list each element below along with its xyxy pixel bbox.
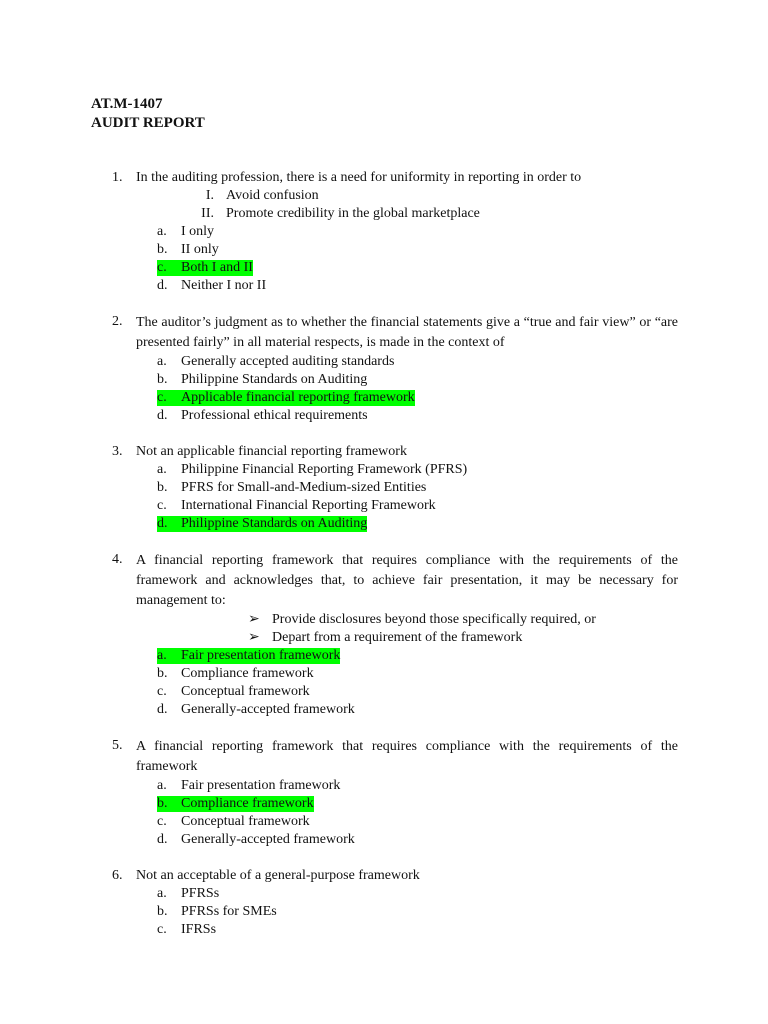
option-letter: a. xyxy=(157,462,167,477)
roman-item xyxy=(0,205,768,223)
option-letter: b. xyxy=(157,796,168,811)
option-text: I only xyxy=(181,224,215,239)
option-letter: d. xyxy=(157,408,168,423)
question-text: The auditor’s judgment as to whether the financial statements give a “true and fair view” or “are presented fairly” in all material respects, is made in the context of xyxy=(136,315,678,350)
question-number: 2. xyxy=(112,314,123,329)
option-text: Both I and II xyxy=(181,260,253,275)
roman-numeral: II. xyxy=(201,206,214,221)
option-text: International Financial Reporting Framework xyxy=(181,498,436,513)
answer-option-correct xyxy=(0,259,768,277)
answer-option xyxy=(0,479,768,497)
option-text: Compliance framework xyxy=(181,796,314,811)
question-number: 3. xyxy=(112,444,123,459)
option-text: Philippine Standards on Auditing xyxy=(181,516,368,531)
bullet-text: Provide disclosures beyond those specifically required, or xyxy=(272,612,596,627)
roman-text: Promote credibility in the global marketplace xyxy=(226,206,480,221)
bullet-item xyxy=(0,629,768,647)
question-item xyxy=(0,551,768,719)
option-text: Neither I nor II xyxy=(181,278,267,293)
answer-option xyxy=(0,241,768,259)
answer-option xyxy=(0,921,768,939)
option-letter: c. xyxy=(157,814,167,829)
bullet-text: Depart from a requirement of the framework xyxy=(272,630,523,645)
option-letter: a. xyxy=(157,778,167,793)
option-letter: c. xyxy=(157,260,167,275)
option-text: PFRSs for SMEs xyxy=(181,904,277,919)
roman-item xyxy=(0,187,768,205)
arrow-bullet-icon: ➢ xyxy=(248,612,260,627)
option-text: II only xyxy=(181,242,219,257)
option-letter: b. xyxy=(157,666,168,681)
answer-option xyxy=(0,665,768,683)
question-text: Not an acceptable of a general-purpose framework xyxy=(136,868,420,883)
question-number: 1. xyxy=(112,170,123,185)
option-text: Philippine Standards on Auditing xyxy=(181,372,368,387)
option-letter: a. xyxy=(157,886,167,901)
option-letter: c. xyxy=(157,922,167,937)
option-letter: b. xyxy=(157,480,168,495)
question-item xyxy=(0,313,768,425)
document-header xyxy=(91,95,205,133)
option-text: Conceptual framework xyxy=(181,814,310,829)
option-text: Professional ethical requirements xyxy=(181,408,368,423)
question-item xyxy=(0,443,768,533)
bullet-item xyxy=(0,611,768,629)
option-letter: b. xyxy=(157,372,168,387)
question-item xyxy=(0,169,768,295)
option-text: PFRS for Small-and-Medium-sized Entities xyxy=(181,480,427,495)
question-list xyxy=(0,169,768,957)
document-code: AT.M-1407 xyxy=(91,96,163,112)
option-letter: a. xyxy=(157,648,167,663)
answer-option xyxy=(0,701,768,719)
option-text: Fair presentation framework xyxy=(181,778,341,793)
option-letter: a. xyxy=(157,354,167,369)
option-letter: a. xyxy=(157,224,167,239)
option-letter: c. xyxy=(157,498,167,513)
option-text: Compliance framework xyxy=(181,666,314,681)
answer-option-correct xyxy=(0,389,768,407)
question-text: In the auditing profession, there is a need for uniformity in reporting in order to xyxy=(136,170,582,185)
answer-option xyxy=(0,461,768,479)
document-title: AUDIT REPORT xyxy=(91,115,205,131)
answer-option xyxy=(0,497,768,515)
answer-option-correct xyxy=(0,647,768,665)
option-letter: b. xyxy=(157,242,168,257)
answer-option xyxy=(0,371,768,389)
option-text: PFRSs xyxy=(181,886,220,901)
option-letter: c. xyxy=(157,684,167,699)
answer-option xyxy=(0,277,768,295)
option-letter: d. xyxy=(157,278,168,293)
question-text: Not an applicable financial reporting framework xyxy=(136,444,407,459)
answer-option xyxy=(0,813,768,831)
answer-option xyxy=(0,223,768,241)
question-text: A financial reporting framework that requires compliance with the requirements of the framework and acknowledges that, to achieve fair presentation, it may be necessary for management to: xyxy=(136,553,678,608)
answer-option xyxy=(0,903,768,921)
question-item xyxy=(0,867,768,939)
option-letter: d. xyxy=(157,832,168,847)
answer-option xyxy=(0,885,768,903)
option-letter: c. xyxy=(157,390,167,405)
question-number: 4. xyxy=(112,552,123,567)
option-letter: d. xyxy=(157,702,168,717)
answer-option-correct xyxy=(0,795,768,813)
question-item xyxy=(0,737,768,849)
roman-numeral: I. xyxy=(205,188,214,203)
option-text: Fair presentation framework xyxy=(181,648,341,663)
option-text: IFRSs xyxy=(181,922,217,937)
roman-text: Avoid confusion xyxy=(226,188,319,203)
question-text: A financial reporting framework that requires compliance with the requirements of the framework xyxy=(136,739,678,774)
answer-option xyxy=(0,683,768,701)
option-text: Generally-accepted framework xyxy=(181,702,355,717)
answer-option xyxy=(0,407,768,425)
answer-option-correct xyxy=(0,515,768,533)
answer-option xyxy=(0,831,768,849)
option-text: Generally accepted auditing standards xyxy=(181,354,395,369)
answer-option xyxy=(0,353,768,371)
option-letter: d. xyxy=(157,516,168,531)
option-text: Generally-accepted framework xyxy=(181,832,355,847)
question-number: 6. xyxy=(112,868,123,883)
arrow-bullet-icon: ➢ xyxy=(248,630,260,645)
question-number: 5. xyxy=(112,738,123,753)
option-text: Applicable financial reporting framework xyxy=(181,390,415,405)
option-text: Conceptual framework xyxy=(181,684,310,699)
answer-option xyxy=(0,777,768,795)
option-text: Philippine Financial Reporting Framework (PFRS) xyxy=(181,462,468,477)
option-letter: b. xyxy=(157,904,168,919)
